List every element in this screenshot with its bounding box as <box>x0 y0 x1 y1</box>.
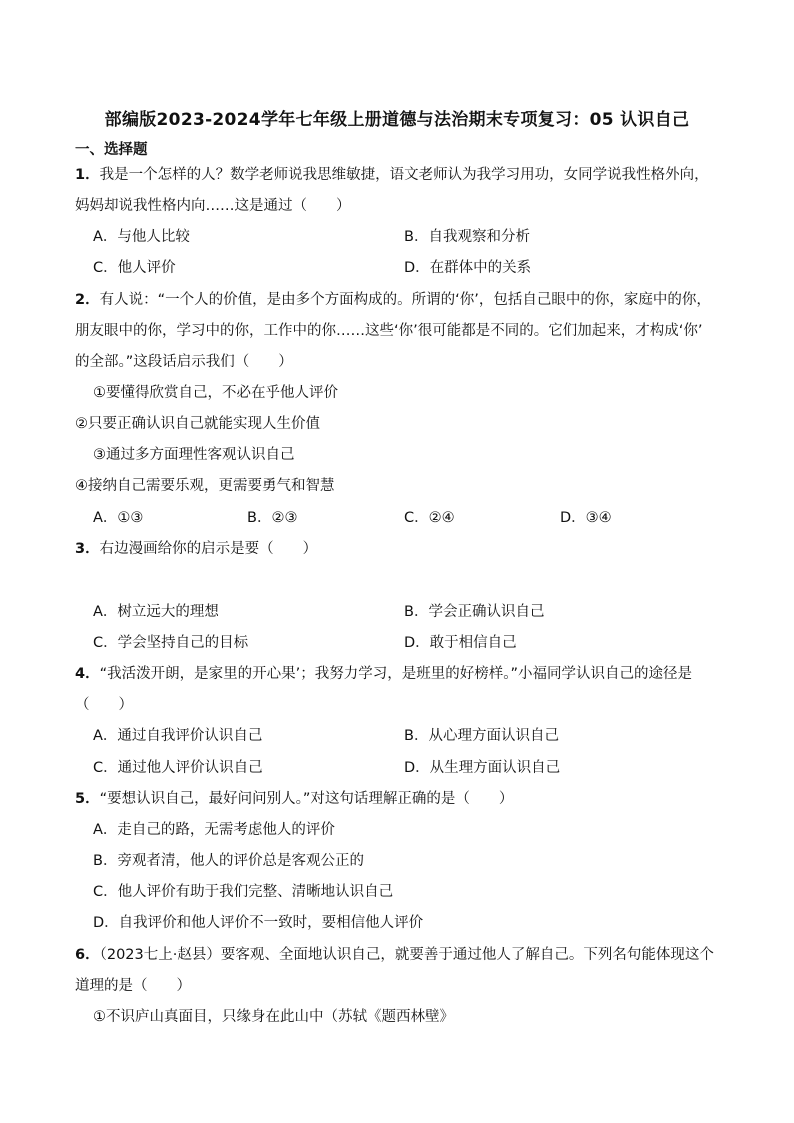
question-1-line-2: 妈妈却说我性格内向……这是通过（ ） <box>75 198 351 214</box>
question-5-option-d[interactable]: D．自我评价和他人评价不一致时，要相信他人评价 <box>93 915 424 931</box>
question-2-option-c[interactable]: C．②④ <box>404 510 455 526</box>
question-3-number: 3． <box>75 541 100 557</box>
question-2-line-3: 的全部。”这段话启示我们（ ） <box>75 354 293 370</box>
question-2-text: 有人说：“一个人的价值，是由多个方面构成的。所谓的‘你’，包括自己眼中的你，家庭中的你， <box>99 292 711 308</box>
question-4-number: 4． <box>75 666 100 682</box>
question-1-option-c[interactable]: C．他人评价 <box>93 260 176 276</box>
question-6-number: 6． <box>75 947 100 963</box>
question-5-option-a[interactable]: A．走自己的路，无需考虑他人的评价 <box>93 822 335 838</box>
question-2-statement-2: ②只要正确认识自己就能实现人生价值 <box>75 416 320 432</box>
question-5-text: “要想认识自己，最好问问别人。”对这句话理解正确的是（ ） <box>99 791 514 807</box>
question-4-text: “我活泼开朗，是家里的开心果’；我努力学习，是班里的好榜样。”小福同学认识自己的途径是 <box>99 666 692 682</box>
question-4-line-2: （ ） <box>75 697 133 713</box>
question-5-option-c[interactable]: C．他人评价有助于我们完整、清晰地认识自己 <box>93 884 394 900</box>
question-3-option-c[interactable]: C．学会坚持自己的目标 <box>93 635 249 651</box>
question-2-option-a[interactable]: A．①③ <box>93 510 144 526</box>
section-heading: 一、选择题 <box>75 142 148 158</box>
question-1-number: 1． <box>75 167 100 183</box>
question-1-option-d[interactable]: D．在群体中的关系 <box>404 260 532 276</box>
question-2-line-1 <box>75 290 711 310</box>
question-2-line-2: 朋友眼中的你，学习中的你，工作中的你……这些‘你’很可能都是不同的。它们加起来，才构成‘你’ <box>75 323 703 339</box>
question-6-line-2: 道理的是（ ） <box>75 978 191 994</box>
question-5-number: 5． <box>75 791 100 807</box>
question-4-option-c[interactable]: C．通过他人评价认识自己 <box>93 760 263 776</box>
question-4-option-d[interactable]: D．从生理方面认识自己 <box>404 760 561 776</box>
question-2-statement-1: ①要懂得欣赏自己，不必在乎他人评价 <box>93 385 338 401</box>
question-6-statement-1: ①不识庐山真面目，只缘身在此山中（苏轼《题西林壁》 <box>93 1009 454 1025</box>
question-2-option-d[interactable]: D．③④ <box>560 510 612 526</box>
question-1-option-a[interactable]: A．与他人比较 <box>93 229 190 245</box>
page-title: 部编版2023-2024学年七年级上册道德与法治期末专项复习：05 认识自己 <box>104 110 690 130</box>
question-5-line-1 <box>75 789 513 809</box>
question-4-option-b[interactable]: B．从心理方面认识自己 <box>404 728 559 744</box>
question-3-option-b[interactable]: B．学会正确认识自己 <box>404 604 545 620</box>
question-6-line-1 <box>75 945 714 965</box>
question-4-option-a[interactable]: A．通过自我评价认识自己 <box>93 728 263 744</box>
question-3-option-a[interactable]: A．树立远大的理想 <box>93 604 219 620</box>
question-3-text: 右边漫画给你的启示是要（ ） <box>99 541 318 557</box>
question-3-line-1 <box>75 539 317 559</box>
question-2-number: 2． <box>75 292 100 308</box>
question-5-option-b[interactable]: B．旁观者清，他人的评价总是客观公正的 <box>93 853 364 869</box>
question-4-line-1 <box>75 664 692 684</box>
question-1-text: 我是一个怎样的人？数学老师说我思维敏捷，语文老师认为我学习用功，女同学说我性格外向， <box>99 167 709 183</box>
question-6-text: （2023七上·赵县）要客观、全面地认识自己，就要善于通过他人了解自己。下列名句能体现这个 <box>99 947 714 963</box>
question-1-line-1 <box>75 165 709 185</box>
question-2-option-b[interactable]: B．②③ <box>247 510 298 526</box>
question-1-option-b[interactable]: B．自我观察和分析 <box>404 229 530 245</box>
question-2-statement-3: ③通过多方面理性客观认识自己 <box>93 447 295 463</box>
question-3-option-d[interactable]: D．敢于相信自己 <box>404 635 517 651</box>
question-2-statement-4: ④接纳自己需要乐观，更需要勇气和智慧 <box>75 478 335 494</box>
